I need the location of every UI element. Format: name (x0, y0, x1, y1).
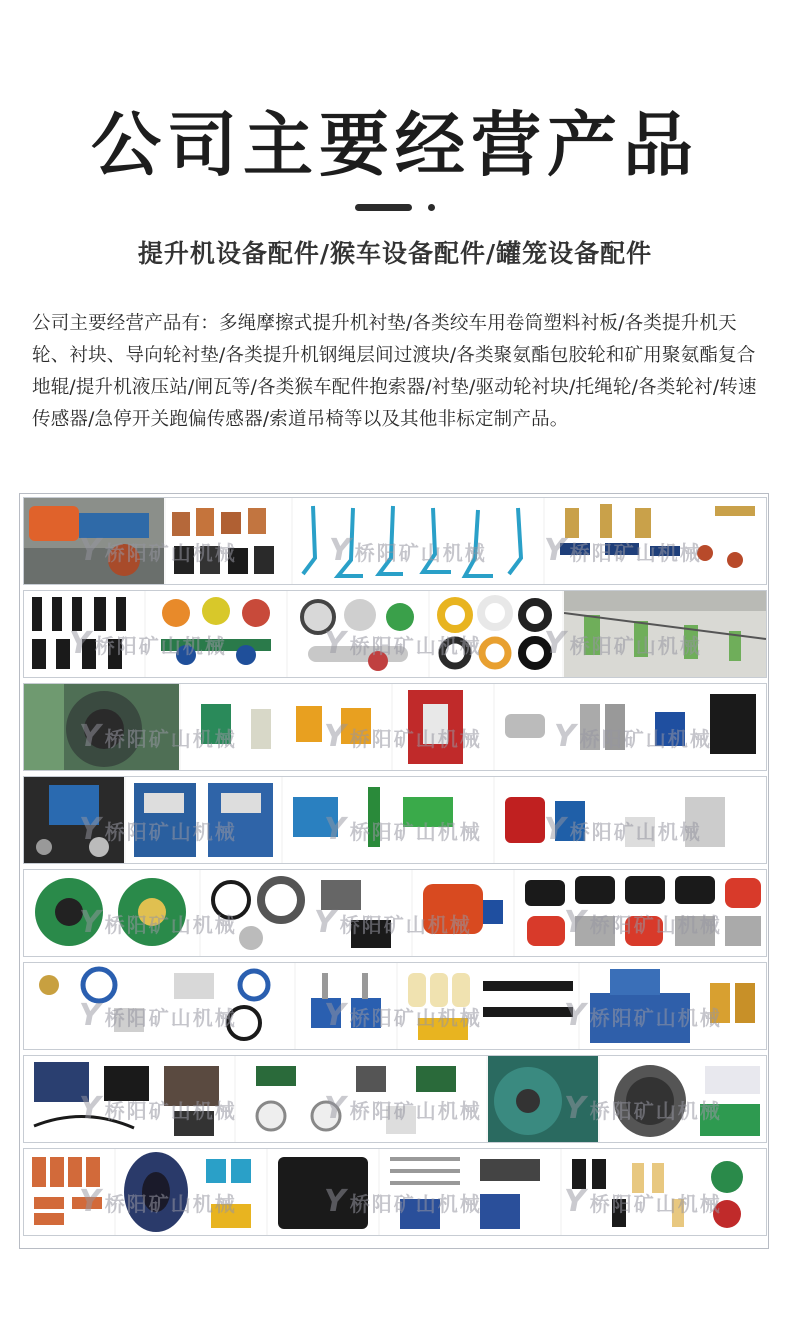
watermark-row-4c (544, 812, 702, 847)
watermark-row-3b (324, 719, 482, 754)
divider-bar (355, 204, 412, 211)
watermark-logo-icon: Y (79, 1184, 103, 1219)
watermark-row-6c (564, 998, 722, 1033)
watermark-text: 桥阳矿山机械 (104, 913, 237, 937)
watermark-logo-icon: Y (314, 905, 338, 940)
page-title: 公司主要经营产品 (91, 104, 699, 186)
watermark-row-7 (79, 1091, 237, 1126)
watermark-logo-icon: Y (544, 626, 568, 661)
watermark-logo-icon: Y (544, 812, 568, 847)
gallery-row-5 (23, 869, 767, 957)
divider-dot (428, 204, 435, 211)
watermark-row-8c (564, 1184, 722, 1219)
watermark-logo-icon: Y (324, 998, 348, 1033)
watermark-text: 桥阳矿山机械 (569, 541, 702, 565)
watermark-logo-icon: Y (324, 812, 348, 847)
watermark-row-5b (314, 905, 472, 940)
gallery-row-7 (23, 1055, 767, 1143)
watermark-text: 桥阳矿山机械 (349, 1192, 482, 1216)
product-description: 公司主要经营产品有：多绳摩擦式提升机衬垫/各类绞车用卷筒塑料衬板/各类提升机天轮、衬块、导向轮衬垫/各类提升机钢绳层间过渡块/各类聚氨酯包胶轮和矿用聚氨酯复合地辊/提升机液压站/闸瓦等/各类猴车配件抱索器/衬垫/驱动轮衬块/托绳轮/各类轮衬/转速传感器/急停开关跑偏传感器/索道吊椅等以及其他非标定制产品。 (32, 313, 757, 430)
watermark-text: 桥阳矿山机械 (349, 634, 482, 658)
title-divider (355, 201, 415, 213)
watermark-logo-icon: Y (544, 533, 568, 568)
watermark-text: 桥阳矿山机械 (94, 634, 227, 658)
watermark-logo-icon: Y (324, 1184, 348, 1219)
watermark-text: 桥阳矿山机械 (569, 820, 702, 844)
watermark-row-4 (79, 812, 237, 847)
watermark-text: 桥阳矿山机械 (104, 1006, 237, 1030)
watermark-row-8b (324, 1184, 482, 1219)
watermark-text: 桥阳矿山机械 (589, 1192, 722, 1216)
product-gallery (19, 493, 769, 1249)
gallery-row-2 (23, 590, 767, 678)
watermark-logo-icon: Y (79, 812, 103, 847)
watermark-logo-icon: Y (554, 719, 578, 754)
watermark-logo-icon: Y (79, 998, 103, 1033)
watermark-logo-icon: Y (79, 719, 103, 754)
watermark-logo-icon: Y (564, 1184, 588, 1219)
watermark-row-4b (324, 812, 482, 847)
watermark-logo-icon: Y (329, 533, 353, 568)
watermark-text: 桥阳矿山机械 (104, 820, 237, 844)
watermark-row-5c (564, 905, 722, 940)
watermark-text: 桥阳矿山机械 (349, 1006, 482, 1030)
watermark-logo-icon: Y (564, 905, 588, 940)
watermark-text: 桥阳矿山机械 (349, 820, 482, 844)
gallery-row-8 (23, 1148, 767, 1236)
watermark-logo-icon: Y (79, 533, 103, 568)
watermark-row-5 (79, 905, 237, 940)
gallery-row-1 (23, 497, 767, 585)
watermark-logo-icon: Y (69, 626, 93, 661)
watermark-text: 桥阳矿山机械 (349, 727, 482, 751)
watermark-logo-icon: Y (324, 626, 348, 661)
watermark-row-6 (79, 998, 237, 1033)
watermark-row-7b (324, 1091, 482, 1126)
watermark-text: 桥阳矿山机械 (579, 727, 712, 751)
watermark-text: 桥阳矿山机械 (354, 541, 487, 565)
watermark-text: 桥阳矿山机械 (104, 541, 237, 565)
watermark-row-1 (79, 533, 237, 568)
watermark-logo-icon: Y (79, 905, 103, 940)
watermark-row-7c (564, 1091, 722, 1126)
watermark-row-3c (554, 719, 712, 754)
watermark-text: 桥阳矿山机械 (349, 1099, 482, 1123)
gallery-row-4 (23, 776, 767, 864)
gallery-row-6 (23, 962, 767, 1050)
watermark-text: 桥阳矿山机械 (589, 1099, 722, 1123)
watermark-text: 桥阳矿山机械 (104, 1099, 237, 1123)
page-subtitle: 提升机设备配件/猴车设备配件/罐笼设备配件 (137, 239, 653, 268)
watermark-text: 桥阳矿山机械 (589, 1006, 722, 1030)
watermark-logo-icon: Y (564, 1091, 588, 1126)
watermark-text: 桥阳矿山机械 (104, 727, 237, 751)
watermark-text: 桥阳矿山机械 (104, 1192, 237, 1216)
watermark-row-2 (69, 626, 227, 661)
watermark-row-3 (79, 719, 237, 754)
watermark-row-8 (79, 1184, 237, 1219)
watermark-row-6b (324, 998, 482, 1033)
watermark-text: 桥阳矿山机械 (589, 913, 722, 937)
watermark-row-1c (544, 533, 702, 568)
gallery-row-3 (23, 683, 767, 771)
watermark-logo-icon: Y (324, 719, 348, 754)
watermark-row-1b (329, 533, 487, 568)
watermark-logo-icon: Y (564, 998, 588, 1033)
watermark-logo-icon: Y (79, 1091, 103, 1126)
watermark-text: 桥阳矿山机械 (339, 913, 472, 937)
watermark-logo-icon: Y (324, 1091, 348, 1126)
watermark-text: 桥阳矿山机械 (569, 634, 702, 658)
watermark-row-2c (544, 626, 702, 661)
watermark-row-2b (324, 626, 482, 661)
